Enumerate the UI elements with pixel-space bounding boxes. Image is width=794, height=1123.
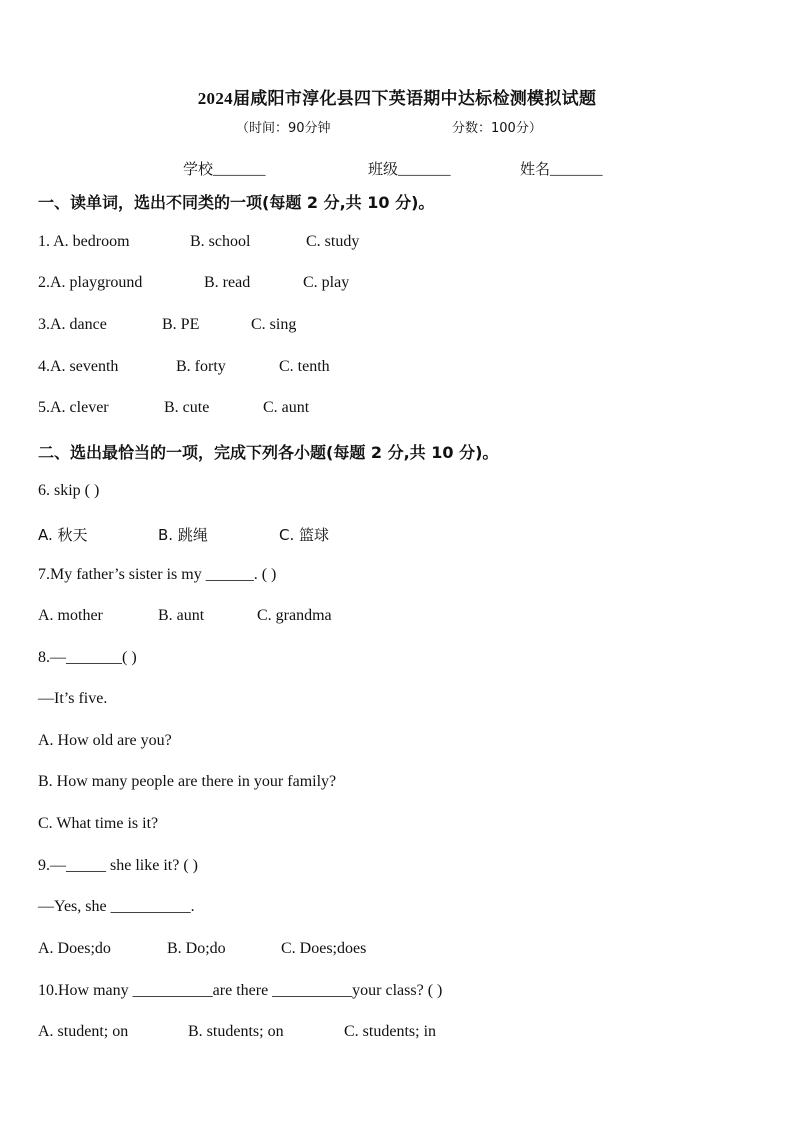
q6-stem: 6. skip ( ) [38,482,100,499]
q4-option-c: C. tenth [279,358,330,375]
q2-option-a: 2.A. playground [38,274,143,291]
q10-stem: 10.How many __________are there __________your class? ( ) [38,982,443,999]
q6-option-c: C. 篮球 [279,526,330,544]
q5-option-a: 5.A. clever [38,399,109,416]
total-score: 分数：100分） [452,121,542,136]
section1-heading: 一、读单词，选出不同类的一项(每题 2 分,共 10 分)。 [38,193,435,212]
q9-option-a: A. Does;do [38,940,111,957]
q10-option-c: C. students; in [344,1023,437,1040]
q6-option-b: B. 跳绳 [158,526,208,544]
school-field: 学校_______ [183,162,266,178]
q1-option-a: 1. A. bedroom [38,233,130,250]
q9-stem: 9.—_____ she like it? ( ) [38,857,198,874]
q8-answer-line: —It’s five. [38,690,108,707]
q4-option-a: 4.A. seventh [38,358,119,375]
q5-option-c: C. aunt [263,399,310,416]
name-field: 姓名_______ [520,162,603,178]
q8-stem: 8.—_______( ) [38,649,137,666]
class-field: 班级_______ [368,162,451,178]
q4-option-b: B. forty [176,358,226,375]
time-limit: （时间：90分钟 [236,121,331,136]
q9-answer-line: —Yes, she __________. [38,898,195,915]
q7-stem: 7.My father’s sister is my ______. ( ) [38,566,277,583]
q9-option-c: C. Does;does [281,940,367,957]
q2-option-b: B. read [204,274,251,291]
q8-option-b: B. How many people are there in your family? [38,773,337,790]
q10-option-b: B. students; on [188,1023,284,1040]
q5-option-b: B. cute [164,399,210,416]
q7-option-c: C. grandma [257,607,332,624]
section2-heading: 二、选出最恰当的一项，完成下列各小题(每题 2 分,共 10 分)。 [38,443,499,462]
page-title: 2024届咸阳市淳化县四下英语期中达标检测模拟试题 [197,89,597,108]
q1-option-b: B. school [190,233,251,250]
q2-option-c: C. play [303,274,350,291]
q3-option-c: C. sing [251,316,297,333]
q7-option-a: A. mother [38,607,103,624]
q1-option-c: C. study [306,233,360,250]
q8-option-a: A. How old are you? [38,732,172,749]
q8-option-c: C. What time is it? [38,815,159,832]
q3-option-a: 3.A. dance [38,316,107,333]
q7-option-b: B. aunt [158,607,205,624]
q10-option-a: A. student; on [38,1023,129,1040]
q3-option-b: B. PE [162,316,200,333]
q6-option-a: A. 秋天 [38,526,88,544]
q9-option-b: B. Do;do [167,940,226,957]
